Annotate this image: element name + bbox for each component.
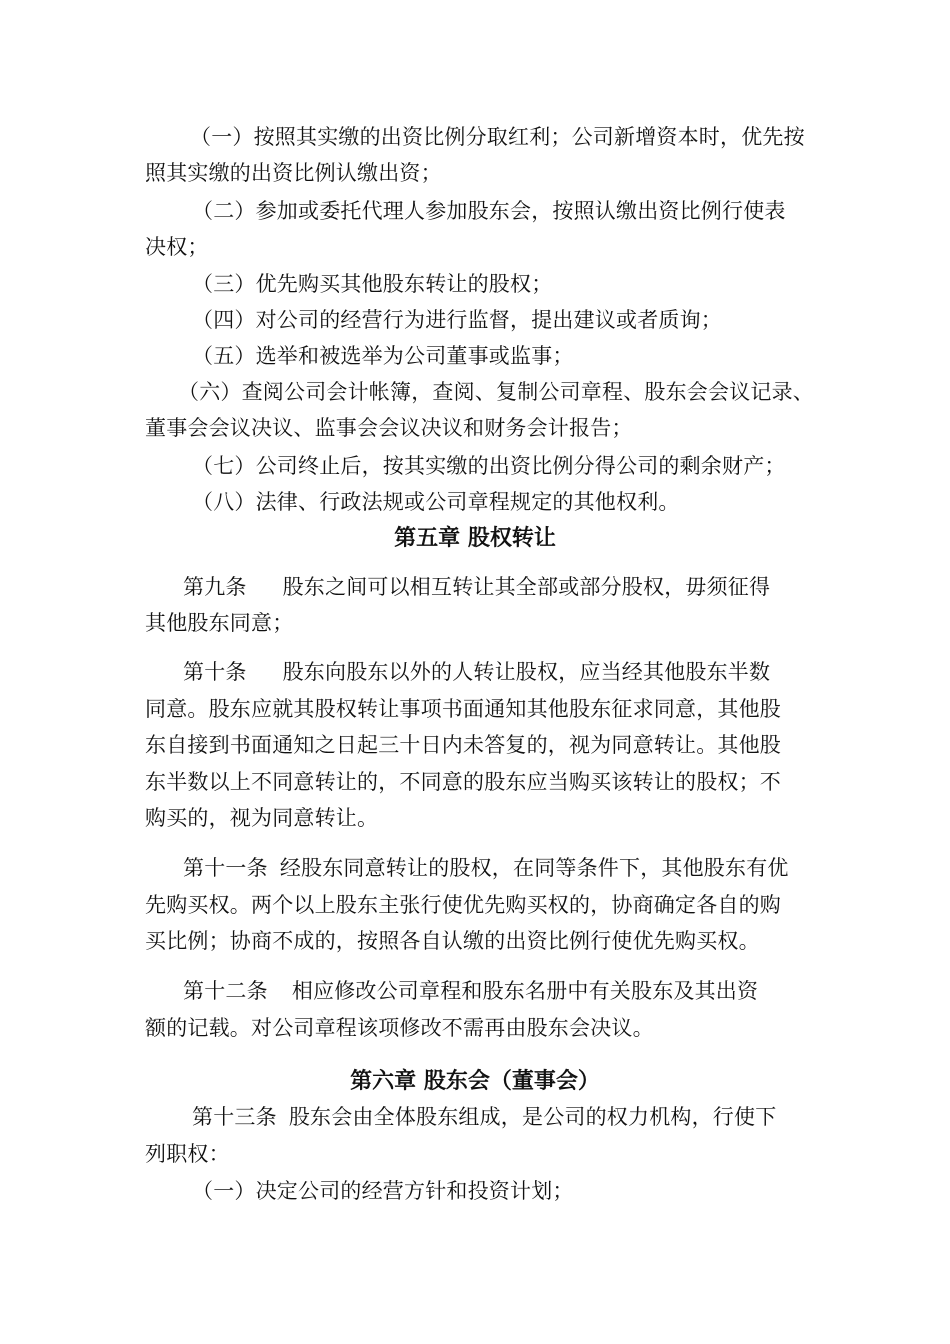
right-item-1-line-1: （一）按照其实缴的出资比例分取红利；公司新增资本时，优先按 bbox=[190, 125, 805, 149]
article-9-label: 第九条 bbox=[183, 575, 247, 599]
article-10-line-3: 东自接到书面通知之日起三十日内未答复的，视为同意转让。其他股 bbox=[145, 733, 781, 757]
article-12-label: 第十二条 bbox=[183, 979, 268, 1003]
article-13-text: 股东会由全体股东组成，是公司的权力机构，行使下 bbox=[288, 1105, 777, 1129]
article-10-label: 第十条 bbox=[183, 660, 247, 684]
chapter-6-heading: 第六章 股东会（董事会） bbox=[350, 1068, 600, 1094]
article-10-line-4: 东半数以上不同意转让的，不同意的股东应当购买该转让的股权；不 bbox=[145, 770, 781, 794]
article-10-line-1 bbox=[183, 657, 770, 687]
right-item-2-line-1: （二）参加或委托代理人参加股东会，按照认缴出资比例行使表 bbox=[192, 199, 786, 223]
article-13-label: 第十三条 bbox=[192, 1105, 277, 1129]
right-item-8: （八）法律、行政法规或公司章程规定的其他权利。 bbox=[192, 490, 680, 514]
right-item-6-line-1: （六）查阅公司会计帐簿，查阅、复制公司章程、股东会会议记录、 bbox=[178, 380, 814, 404]
right-item-5: （五）选举和被选举为公司董事或监事； bbox=[192, 344, 574, 368]
article-10-text: 股东向股东以外的人转让股权，应当经其他股东半数 bbox=[282, 660, 771, 684]
article-12-line-2: 额的记载。对公司章程该项修改不需再由股东会决议。 bbox=[145, 1016, 654, 1040]
article-11-text: 经股东同意转让的股权，在同等条件下，其他股东有优 bbox=[279, 856, 789, 880]
powers-item-1: （一）决定公司的经营方针和投资计划； bbox=[192, 1179, 574, 1203]
article-13-line-1 bbox=[192, 1102, 776, 1132]
article-9-line-1 bbox=[183, 572, 770, 602]
article-11-line-2: 先购买权。两个以上股东主张行使优先购买权的，协商确定各自的购 bbox=[145, 893, 781, 917]
right-item-6-line-2: 董事会会议决议、监事会会议决议和财务会计报告； bbox=[145, 416, 633, 440]
article-9-line-2: 其他股东同意； bbox=[145, 611, 294, 635]
chapter-5-heading: 第五章 股权转让 bbox=[394, 525, 556, 551]
right-item-2-line-2: 决权； bbox=[145, 235, 209, 259]
article-11-line-3: 买比例；协商不成的，按照各自认缴的出资比例行使优先购买权。 bbox=[145, 929, 760, 953]
right-item-4: （四）对公司的经营行为进行监督，提出建议或者质询； bbox=[192, 308, 722, 332]
article-10-line-2: 同意。股东应就其股权转让事项书面通知其他股东征求同意，其他股 bbox=[145, 697, 781, 721]
right-item-3: （三）优先购买其他股东转让的股权； bbox=[192, 272, 553, 296]
article-11-line-1 bbox=[183, 853, 789, 883]
article-12-text: 相应修改公司章程和股东名册中有关股东及其出资 bbox=[291, 979, 759, 1003]
article-12-line-1 bbox=[183, 976, 758, 1006]
right-item-7: （七）公司终止后，按其实缴的出资比例分得公司的剩余财产； bbox=[192, 454, 786, 478]
article-10-line-5: 购买的，视为同意转让。 bbox=[145, 806, 379, 830]
article-13-line-2: 列职权： bbox=[145, 1142, 230, 1166]
right-item-1-line-2: 照其实缴的出资比例认缴出资； bbox=[145, 161, 442, 185]
article-9-text: 股东之间可以相互转让其全部或部分股权，毋须征得 bbox=[282, 575, 771, 599]
article-11-label: 第十一条 bbox=[183, 856, 268, 880]
